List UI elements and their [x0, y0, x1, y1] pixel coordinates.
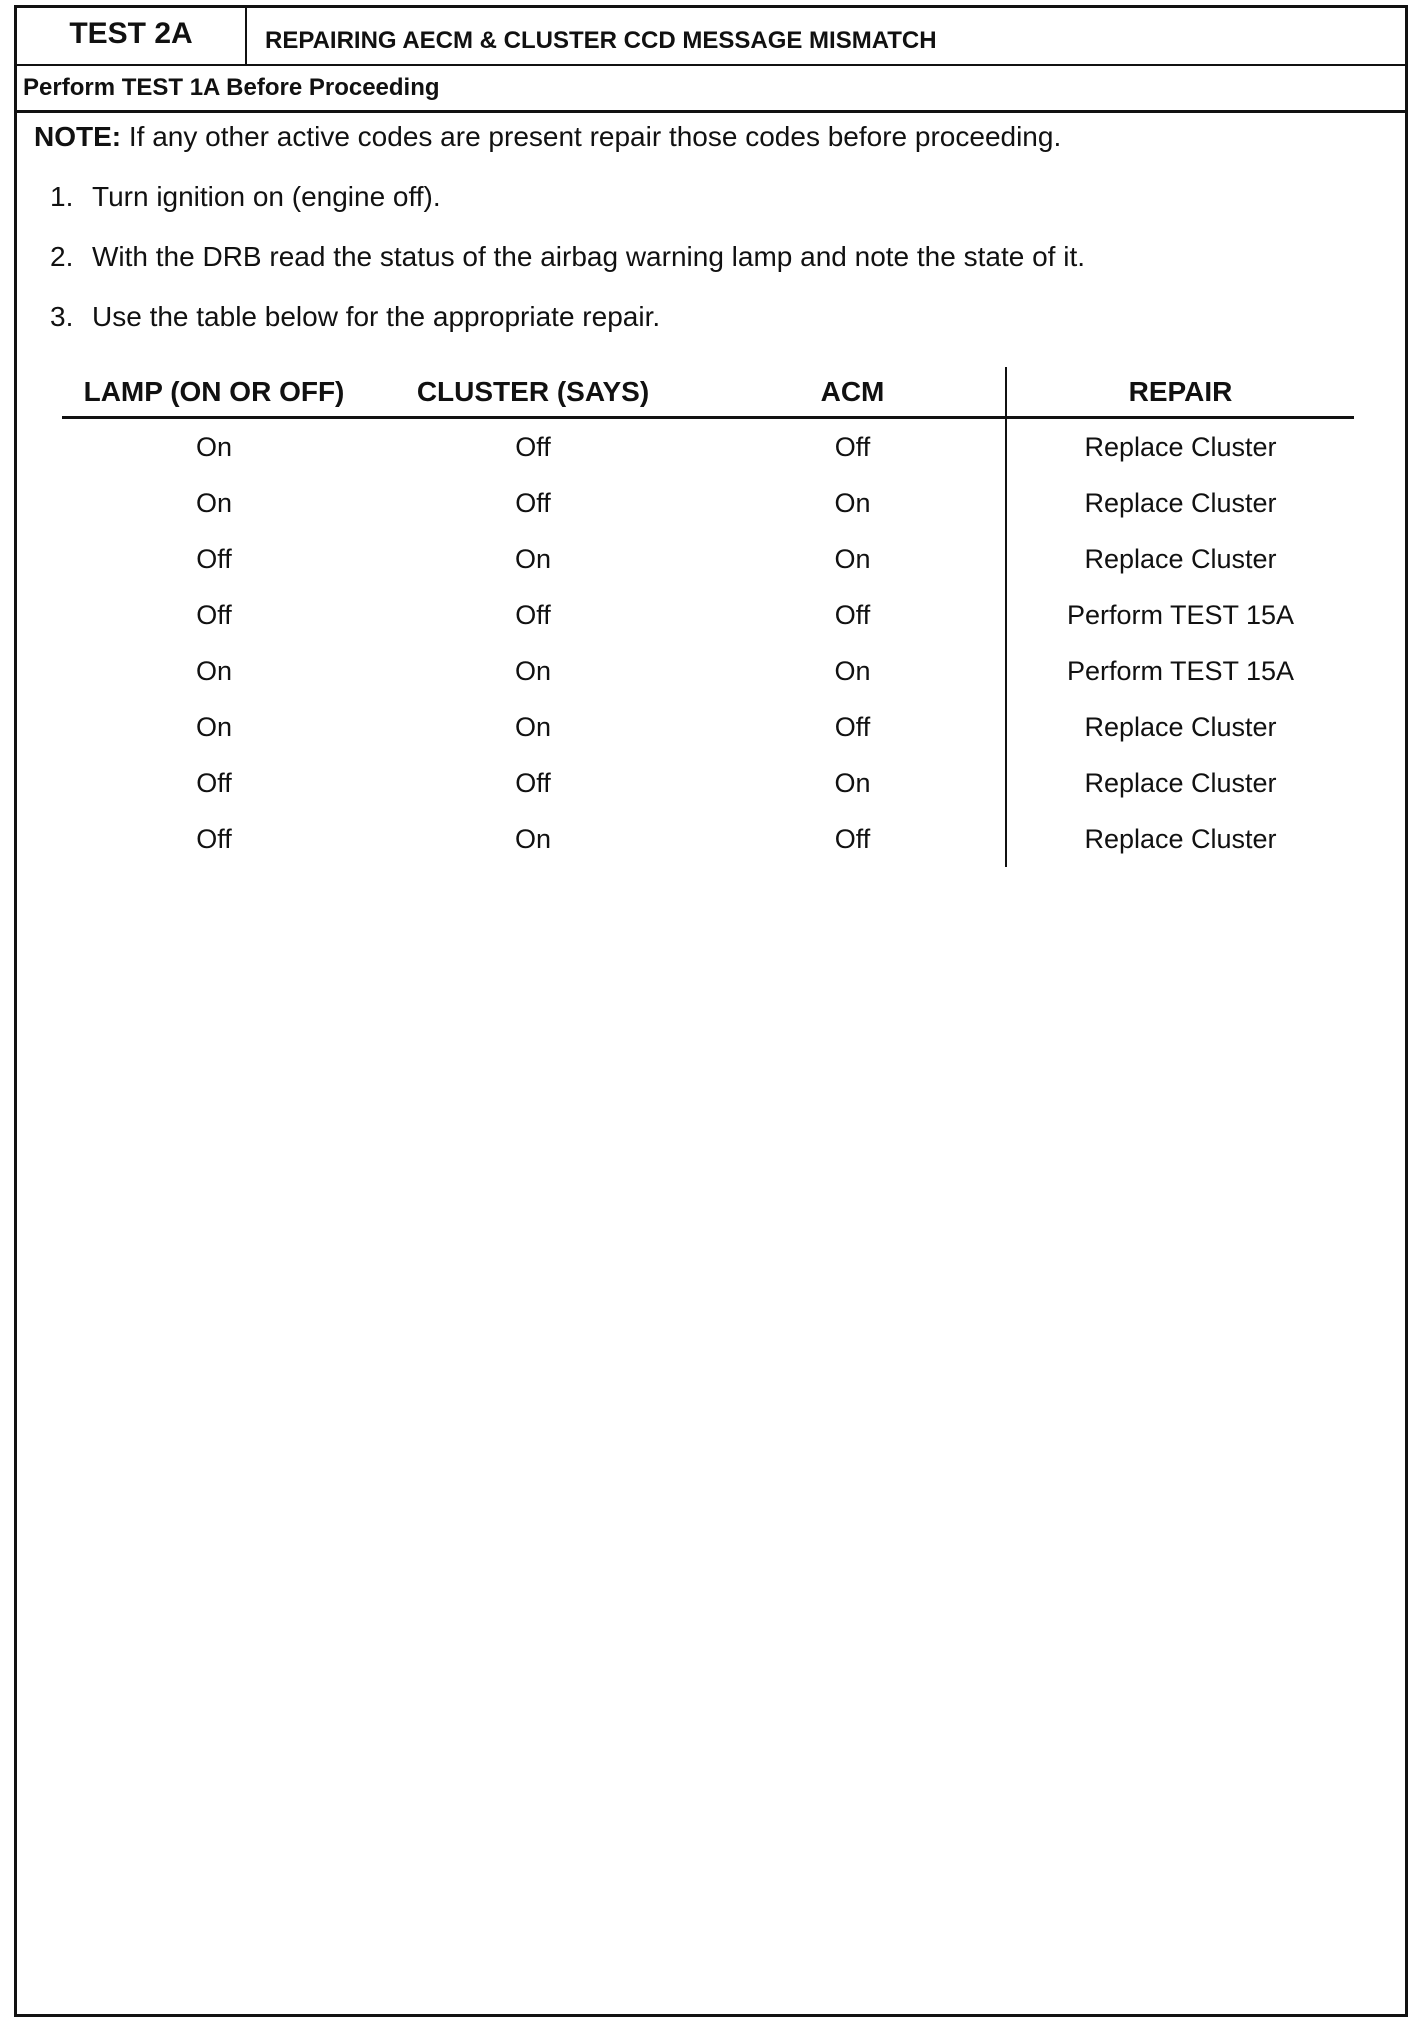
table-row: [62, 587, 1354, 643]
cluster-cell: Off: [515, 599, 551, 630]
step-number: 2.: [50, 241, 74, 272]
step-text: With the DRB read the status of the airbag warning lamp and note the state of it.: [92, 241, 1086, 272]
step-text: Use the table below for the appropriate repair.: [92, 301, 661, 332]
cluster-cell: Off: [515, 487, 551, 518]
repair-cell: Perform TEST 15A: [1006, 643, 1354, 699]
acm-cell: On: [834, 487, 871, 518]
table-row: [62, 643, 1354, 699]
note: [34, 120, 1061, 154]
step-number: 1.: [50, 181, 74, 212]
lamp-cell: On: [195, 431, 233, 462]
table-row: [62, 699, 1354, 755]
acm-cell: Off: [834, 711, 871, 742]
repair-cell: Perform TEST 15A: [1006, 587, 1354, 643]
test-id: TEST 2A: [17, 8, 247, 64]
note-label: NOTE:: [34, 121, 122, 152]
cluster-cell: On: [514, 543, 552, 574]
cluster-cell: Off: [515, 767, 551, 798]
column-header-repair: REPAIR: [1006, 367, 1354, 418]
repair-cell: Replace Cluster: [1006, 755, 1354, 811]
table-row: [62, 475, 1354, 531]
repair-cell: Replace Cluster: [1006, 699, 1354, 755]
column-header-acm: ACM: [700, 367, 1006, 418]
repair-cell: Replace Cluster: [1006, 811, 1354, 867]
acm-cell: Off: [834, 823, 871, 854]
column-header-cluster: CLUSTER (SAYS): [366, 367, 700, 418]
lamp-cell: Off: [196, 823, 232, 854]
note-text: If any other active codes are present repair those codes before proceeding.: [128, 121, 1062, 152]
repair-table: [62, 367, 1354, 867]
step-number: 3.: [50, 301, 74, 332]
lamp-cell: Off: [196, 543, 232, 574]
step-2: [50, 240, 1085, 274]
table-header-row: [62, 367, 1354, 418]
lamp-cell: On: [195, 655, 233, 686]
repair-cell: Replace Cluster: [1006, 418, 1354, 476]
cluster-cell: On: [514, 655, 552, 686]
lamp-cell: Off: [196, 767, 232, 798]
acm-cell: Off: [834, 599, 871, 630]
lamp-cell: On: [195, 711, 233, 742]
step-1: [50, 180, 441, 214]
cluster-cell: On: [514, 711, 552, 742]
table-row: [62, 811, 1354, 867]
table-row: [62, 418, 1354, 476]
header-row: [17, 8, 1405, 66]
prerequisite: Perform TEST 1A Before Proceeding: [17, 66, 1405, 113]
acm-cell: On: [834, 543, 871, 574]
table-row: [62, 531, 1354, 587]
acm-cell: On: [834, 655, 871, 686]
lamp-cell: On: [195, 487, 233, 518]
repair-cell: Replace Cluster: [1006, 475, 1354, 531]
step-3: [50, 300, 660, 334]
step-text: Turn ignition on (engine off).: [92, 181, 441, 212]
cluster-cell: On: [514, 823, 552, 854]
acm-cell: Off: [834, 431, 871, 462]
test-title: REPAIRING AECM & CLUSTER CCD MESSAGE MISMATCH: [265, 27, 937, 54]
table-row: [62, 755, 1354, 811]
column-header-lamp: LAMP (ON OR OFF): [62, 367, 366, 418]
acm-cell: On: [834, 767, 871, 798]
repair-cell: Replace Cluster: [1006, 531, 1354, 587]
cluster-cell: Off: [515, 431, 551, 462]
lamp-cell: Off: [196, 599, 232, 630]
